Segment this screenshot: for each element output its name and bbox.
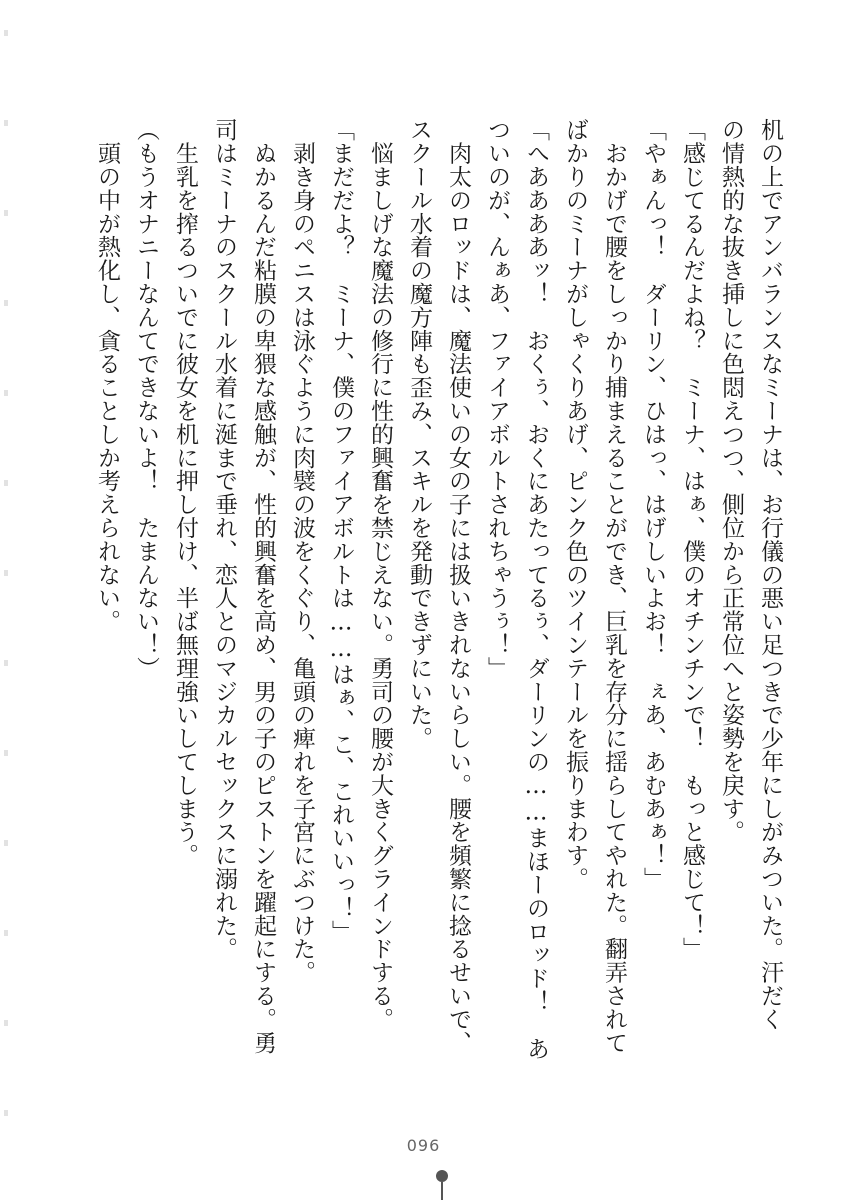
text-column: 机の上でアンバランスなミーナは、お行儀の悪い足つきで少年にしがみついた。汗だく (757, 118, 783, 1031)
page-number: 096 (406, 1136, 441, 1155)
text-column: （もうオナニーなんてできないよ！ たまんない！） (133, 118, 159, 680)
text-column: ばかりのミーナがしゃくりあげ、ピンク色のツインテールを振りまわす。 (562, 118, 588, 891)
text-column: スクール水着の魔方陣も歪み、スキルを発動できずにいた。 (406, 118, 432, 750)
text-column: 「へああああッ！ おくぅ、おくにあたってるぅ、ダーリンの……まほーのロッド！ あ (523, 118, 549, 1060)
text-column: 生乳を搾るついでに彼女を机に押し付け、半ば無理強いしてしまう。 (172, 118, 198, 867)
text-column: 剥き身のペニスは泳ぐように肉襞の波をくぐり、亀頭の痺れを子宮にぶつけた。 (289, 118, 315, 984)
text-column: ぬかるんだ粘膜の卑猥な感触が、性的興奮を高め、男の子のピストンを躍起にする。勇 (250, 118, 276, 1054)
text-column: 肉太のロッドは、魔法使いの女の子には扱いきれないらしい。腰を頻繁に捻るせいで、 (445, 118, 471, 1054)
text-column: 頭の中が熱化し、貪ることしか考えられない。 (94, 118, 120, 633)
margin-marks (4, 30, 8, 1170)
page-marker-dot (436, 1170, 448, 1182)
text-column: の情熱的な抜き挿しに色悶えつつ、側位から正常位へと姿勢を戻す。 (718, 118, 744, 844)
text-column: 悩ましげな魔法の修行に性的興奮を禁じえない。勇司の腰が大きくグラインドする。 (367, 118, 393, 1031)
text-column: 「まだだよ？ ミーナ、僕のファイアボルトは……はぁ、こ、これいいっ！」 (328, 118, 354, 943)
text-column: おかげで腰をしっかり捕まえることができ、巨乳を存分に揺らしてやれた。翻弄されて (601, 118, 627, 1054)
text-column: ついのが、んぁあ、ファイアボルトされちゃうぅ！」 (484, 118, 510, 680)
page-marker-rule (441, 1182, 443, 1200)
text-column: 司はミーナのスクール水着に涎まで垂れ、恋人とのマジカルセックスに溺れた。 (211, 118, 237, 961)
text-column: 「感じてるんだよね？ ミーナ、はぁ、僕のオチンチンで！ もっと感じて！」 (679, 118, 705, 961)
text-column: 「やぁんっ！ ダーリン、ひはっ、はげしいよお！ ぇあ、あむあぁ！」 (640, 118, 666, 891)
body-text (85, 118, 785, 1108)
